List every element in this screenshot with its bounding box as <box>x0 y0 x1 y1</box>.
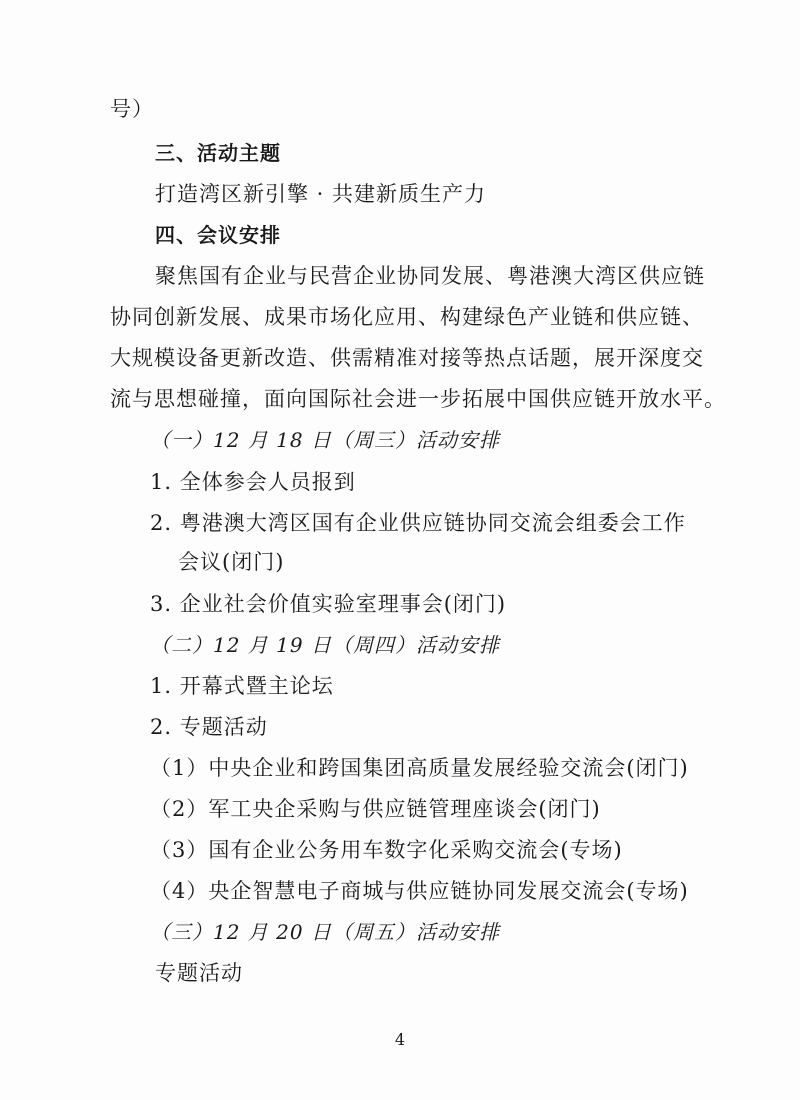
paragraph-line: 协同创新发展、成果市场化应用、构建绿色产业链和供应链、 <box>110 305 704 329</box>
list-item: （4）央企智慧电子商城与供应链协同发展交流会(专场) <box>150 879 689 903</box>
list-item: 1. 全体参会人员报到 <box>150 470 356 494</box>
paragraph-line: 流与思想碰撞，面向国际社会进一步拓展中国供应链开放水平。 <box>110 387 726 411</box>
text-line: 打造湾区新引擎 · 共建新质生产力 <box>155 182 487 206</box>
sub-heading: （二）12 月 19 日（周四）活动安排 <box>150 633 500 657</box>
list-item: （1）中央企业和跨国集团高质量发展经验交流会(闭门) <box>150 756 689 780</box>
sub-heading: （三）12 月 20 日（周五）活动安排 <box>150 920 500 944</box>
list-item: （3）国有企业公务用车数字化采购交流会(专场) <box>150 838 623 862</box>
section-heading: 三、活动主题 <box>155 141 281 165</box>
list-item-continuation: 会议(闭门) <box>178 550 285 574</box>
list-item: 1. 开幕式暨主论坛 <box>150 674 334 698</box>
text-line: 专题活动 <box>155 961 243 985</box>
list-item: 2. 粤港澳大湾区国有企业供应链协同交流会组委会工作 <box>150 511 686 535</box>
paragraph-line: 聚焦国有企业与民营企业协同发展、粤港澳大湾区供应链 <box>155 264 705 288</box>
page-number: 4 <box>394 1030 406 1049</box>
list-item: 2. 专题活动 <box>150 715 268 739</box>
paragraph-line: 大规模设备更新改造、供需精准对接等热点话题，展开深度交 <box>110 346 704 370</box>
sub-heading: （一）12 月 18 日（周三）活动安排 <box>150 428 500 452</box>
list-item: 3. 企业社会价值实验室理事会(闭门) <box>150 592 507 616</box>
section-heading: 四、会议安排 <box>155 223 281 247</box>
list-item: （2）军工央企采购与供应链管理座谈会(闭门) <box>150 797 601 821</box>
text-line: 号） <box>110 97 154 121</box>
